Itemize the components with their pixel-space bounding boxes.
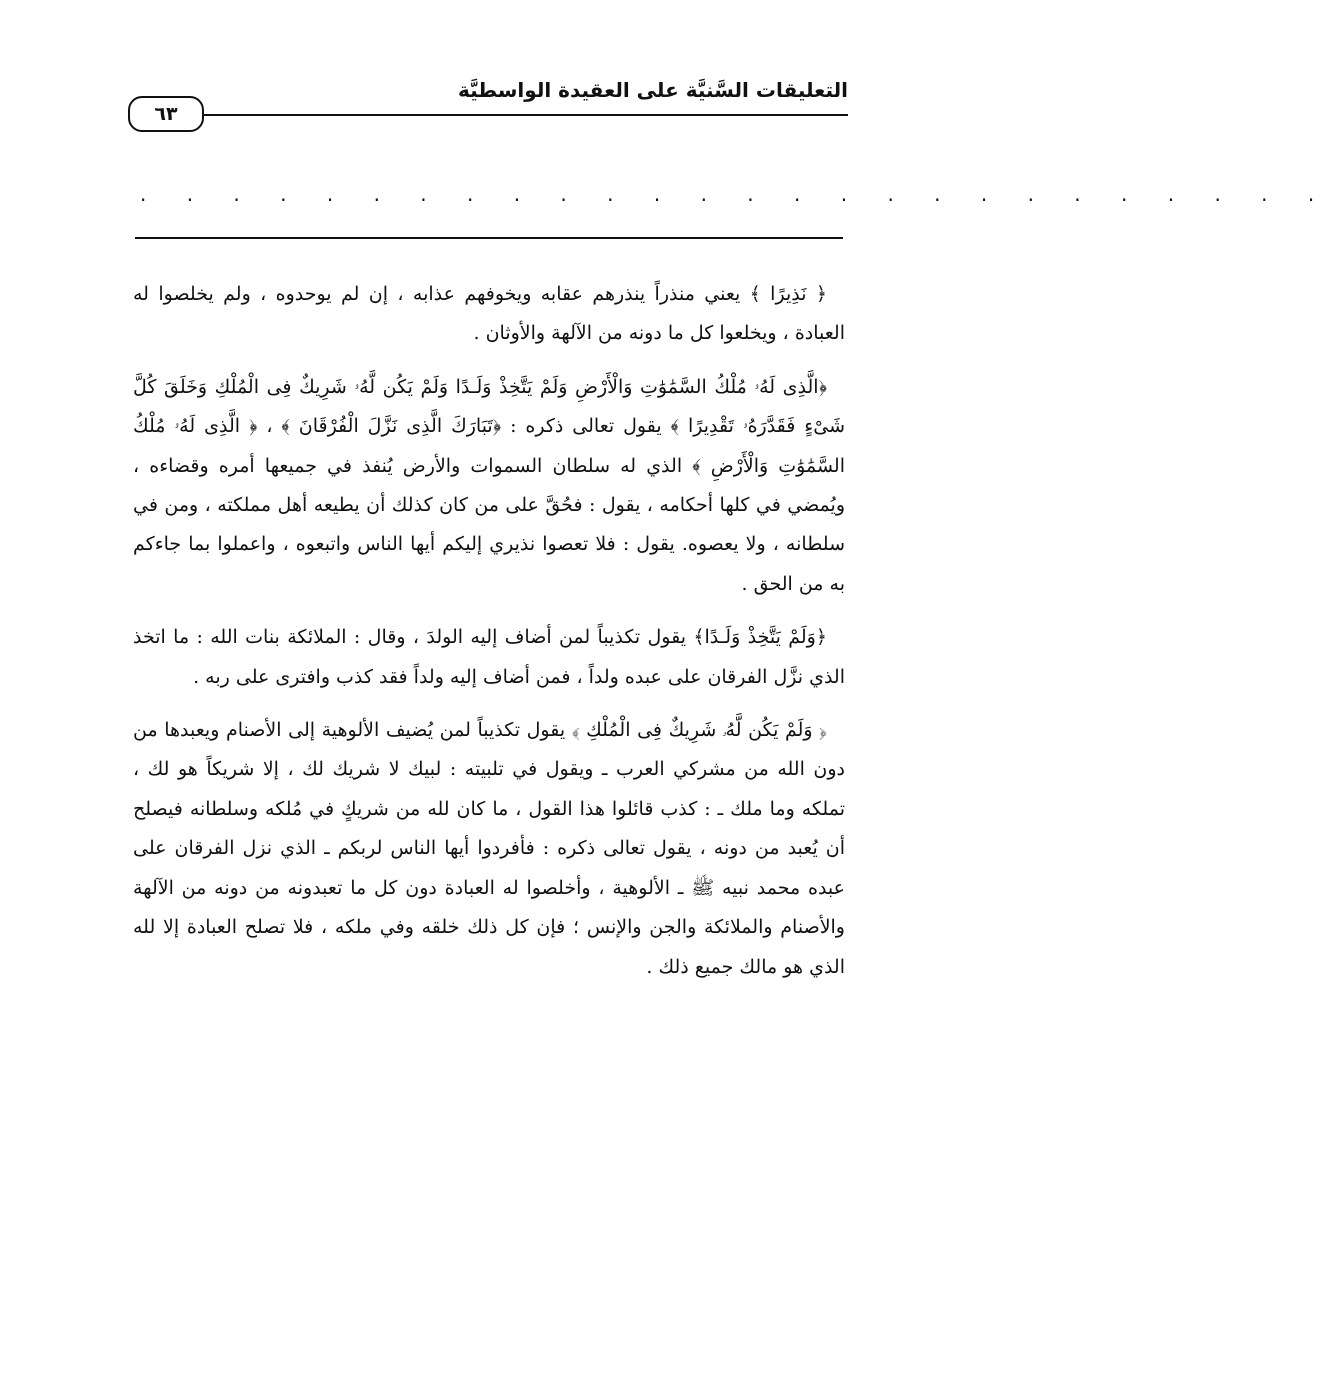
paragraph: ﴿وَلَمْ يَتَّخِذْ وَلَـدًا﴾ يقول تكذيباً لمن أضاف إليه الولدَ ، وقال : الملائكة بنات الله : ما اتخذ الذي نزَّل الفرقان على عبده ولداً ، فمن أضاف إليه ولداً فقد كذب وافترى على ربه . (133, 626, 845, 688)
header-rule (194, 114, 848, 116)
paragraph: ﴿ نَذِيرًا ﴾ يعني منذراً ينذرهم عقابه ويخوفهم عذابه ، إن لم يوحدوه ، ولم يخلصوا له العبادة ، ويخلعوا كل ما دونه من الآلهة والأوثان . (133, 283, 845, 345)
section-rule (135, 237, 843, 239)
body-text (133, 275, 845, 987)
paragraph: ﴿ وَلَمْ يَكُن لَّهُۥ شَرِيكٌ فِى الْمُلْكِ ﴾ يقول تكذيباً لمن يُضيف الألوهية إلى الأصنام ويعبدها من دون الله من مشركي العرب ـ ويقول في تلبيته : لبيك لا شريك لك ، إلا شريكاً هو لك ، تملكه وما ملك ـ : كذب قائلوا هذا القول ، ما كان لله من شريكٍ في مُلكه وسلطانه فيصلح أن يُعبد من دونه ، يقول تعالى ذكره : فأفردوا أيها الناس لربكم ـ الذي نزل الفرقان على عبده محمد نبيه ﷺ ـ الألوهية ، وأخلصوا له العبادة دون كل ما تعبدونه من دونه من الآلهة والأصنام والملائكة والجن والإنس ؛ فإن كل ذلك خلقه وفي ملكه ، فلا تصلح العبادة إلا لله الذي هو مالك جميع ذلك . (133, 719, 845, 978)
page-number: ٦٣ (128, 96, 204, 132)
paragraph: ﴿الَّذِى لَهُۥ مُلْكُ السَّمَٰوَٰتِ وَالْأَرْضِ وَلَمْ يَتَّخِذْ وَلَـدًا وَلَمْ يَكُن لَّهُۥ شَرِيكٌ فِى الْمُلْكِ وَخَلَقَ كُلَّ شَىْءٍ فَقَدَّرَهُۥ تَقْدِيرًا ﴾ يقول تعالى ذكره : ﴿تَبَارَكَ الَّذِى نَزَّلَ الْفُرْقَانَ ﴾ ، ﴿ الَّذِى لَهُۥ مُلْكُ السَّمَٰوَٰتِ وَالْأَرْضِ ﴾ الذي له سلطان السموات والأرض يُنفذ في جميعها أمره وقضاءه ، ويُمضي في كلها أحكامه ، يقول : فحُقَّ على من كان كذلك أن يطيعه أهل مملكته ، ومن في سلطانه ، ولا يعصوه. يقول : فلا تعصوا نذيري إليكم أيها الناس واتبعوه ، واعملوا بما جاءكم به من الحق . (133, 375, 845, 595)
book-title: التعليقات السَّنيَّة على العقيدة الواسطيَّة (457, 78, 848, 102)
dotted-separator: . . . . . . . . . . . . . . . . . . . . . . . . . . (140, 182, 1331, 206)
page-header (128, 78, 848, 138)
